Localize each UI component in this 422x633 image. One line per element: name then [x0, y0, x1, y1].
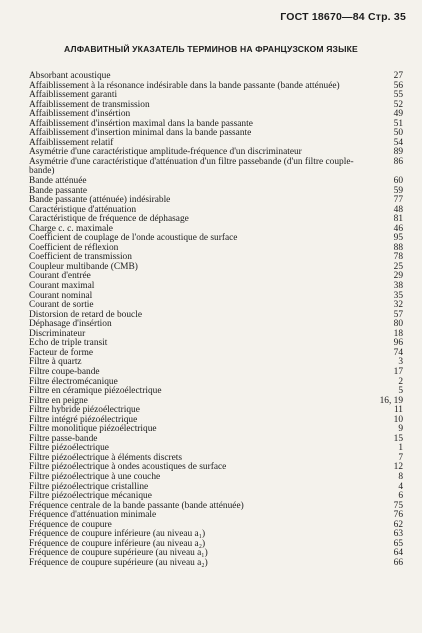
index-term: Caractéristique d'atténuation — [29, 204, 137, 215]
index-page-number: 27 — [393, 71, 403, 81]
index-term: Bande atténuée — [29, 176, 87, 187]
index-term: Fréquence d'atténuation minimale — [29, 510, 157, 521]
index-term: Filtre coupe-bande — [29, 366, 100, 377]
index-page-number: 46 — [393, 223, 403, 234]
index-term: Fréquence de coupure inférieure (au niveau a₂) — [29, 538, 206, 549]
index-term: Affaiblissement d'insertion minimal dans la bande passante — [29, 128, 252, 139]
index-page-number: 81 — [393, 214, 403, 225]
index-term: Affaiblissement garanti — [29, 90, 118, 101]
index-term: Bande passante — [29, 185, 88, 196]
term-index-list — [29, 72, 403, 568]
index-page-number: 18 — [393, 328, 403, 339]
index-term: Filtre hybride piézoélectrique — [29, 405, 140, 416]
index-term: Caractéristique de fréquence de déphasage — [29, 214, 189, 225]
index-term: Filtre passe-bande — [29, 433, 98, 444]
index-page-number: 32 — [393, 300, 403, 311]
index-term: Fréquence de coupure — [29, 519, 112, 530]
index-page-number: 78 — [393, 252, 403, 263]
index-page-number: 57 — [393, 309, 403, 320]
index-term: Filtre à quartz — [29, 357, 82, 368]
index-term: Filtre piézoélectrique à ondes acoustiques de surface — [29, 462, 227, 473]
document-title: АЛФАВИТНЫЙ УКАЗАТЕЛЬ ТЕРМИНОВ НА ФРАНЦУЗСКОМ ЯЗЫКЕ — [64, 44, 358, 54]
index-term: Courant de sortie — [29, 300, 94, 311]
index-term: Affaiblissement d'insértion maximal dans la bande passante — [29, 118, 253, 129]
index-page-number: 75 — [393, 500, 403, 511]
index-entry — [29, 559, 403, 569]
index-term: Distorsion de retard de boucle — [29, 309, 142, 320]
index-entry — [29, 349, 403, 359]
index-page-number: 63 — [393, 529, 403, 540]
index-page-number: 8 — [398, 471, 403, 482]
index-term: Coupleur multibande (CMB) — [29, 261, 138, 272]
index-page-number: 35 — [393, 290, 403, 301]
index-page-number: 3 — [398, 357, 403, 368]
index-page-number: 76 — [393, 510, 403, 521]
index-term: Filtre piézoélectrique à éléments discrets — [29, 452, 183, 463]
index-page-number: 5 — [398, 386, 403, 397]
index-term: Charge c. c. maximale — [29, 223, 113, 234]
index-page-number: 60 — [393, 176, 403, 187]
index-page-number: 89 — [393, 147, 403, 158]
index-page-number: 7 — [398, 452, 403, 463]
index-page-number: 95 — [393, 233, 403, 244]
index-page-number: 4 — [398, 481, 403, 492]
index-page-number: 11 — [393, 405, 403, 416]
index-term: Fréquence centrale de la bande passante (bande atténuée) — [29, 500, 244, 511]
index-page-number: 29 — [393, 271, 403, 282]
index-term: Absorbant acoustique — [29, 71, 111, 81]
index-term: Filtre piézoélectrique mécanique — [29, 491, 152, 502]
index-term: Coefficient de couplage de l'onde acoustique de surface — [29, 233, 238, 244]
index-term: Discriminateur — [29, 328, 86, 339]
index-page-number: 59 — [393, 185, 403, 196]
index-term: Facteur de forme — [29, 347, 94, 358]
index-term: Filtre piézoélectrique à une couche — [29, 471, 161, 482]
index-page-number: 50 — [393, 128, 403, 139]
index-page-number: 77 — [393, 195, 403, 206]
index-page-number: 74 — [393, 347, 403, 358]
index-page-number: 48 — [393, 204, 403, 215]
index-page-number: 10 — [393, 414, 403, 425]
index-term: Fréquence de coupure supérieure (au niveau a₁) — [29, 548, 208, 559]
index-term: Courant nominal — [29, 290, 93, 301]
index-page-number: 38 — [393, 281, 403, 292]
index-page-number: 52 — [393, 99, 403, 110]
index-term: Fréquence de coupure inférieure (au niveau a₁) — [29, 529, 206, 540]
index-page-number: 62 — [393, 519, 403, 530]
index-term: Courant d'entrée — [29, 271, 91, 282]
index-term: Fréquence de coupure supérieure (au niveau a₂) — [29, 557, 208, 568]
index-page-number: 80 — [393, 319, 403, 330]
index-page-number: 2 — [398, 376, 403, 387]
index-page-number: 54 — [393, 137, 403, 148]
index-term: Affaiblissement à la résonance indésirable dans la bande passante (bande atténuée) — [29, 80, 340, 91]
index-term: Courant maximal — [29, 281, 95, 292]
index-term: Filtre monolitique piézoélectrique — [29, 424, 157, 435]
index-page-number: 56 — [393, 80, 403, 91]
index-term: Coefficient de transmission — [29, 252, 132, 263]
index-page-number: 15 — [393, 433, 403, 444]
index-page-number: 16, 19 — [379, 395, 403, 406]
index-page-number: 9 — [398, 424, 403, 435]
index-page-number: 49 — [393, 109, 403, 120]
index-entry — [29, 158, 403, 177]
index-page-number: 6 — [398, 491, 403, 502]
index-page-number: 17 — [393, 366, 403, 377]
index-term: Coefficient de réflexion — [29, 242, 119, 253]
index-page-number: 66 — [393, 557, 403, 568]
index-page-number: 96 — [393, 338, 403, 349]
index-page-number: 86 — [393, 156, 403, 167]
index-term: Affaiblissement relatif — [29, 137, 114, 148]
index-page-number: 25 — [393, 261, 403, 272]
index-term: Affaiblissement d'insértion — [29, 109, 131, 120]
index-page-number: 64 — [393, 548, 403, 559]
index-page-number: 65 — [393, 538, 403, 549]
index-page-number: 55 — [393, 90, 403, 101]
page-header: ГОСТ 18670—84 Стр. 35 — [280, 11, 406, 23]
index-term: Filtre électromécanique — [29, 376, 118, 387]
index-term: Asymétrie d'une caractéristique d'atténuation d'un filtre passebande (d'un filtre couple-bande) — [29, 156, 354, 177]
index-term: Filtre piézoélectrique — [29, 443, 109, 454]
index-page-number: 51 — [393, 118, 403, 129]
index-page-number: 12 — [393, 462, 403, 473]
index-term: Déphasage d'insértion — [29, 319, 112, 330]
index-term: Echo de triple transit — [29, 338, 108, 349]
index-term: Filtre intégré piézoélectrique — [29, 414, 138, 425]
index-term: Bande passante (atténuée) indésirable — [29, 195, 171, 206]
index-term: Filtre en peigne — [29, 395, 88, 406]
index-term: Filtre en céramique piézoélectrique — [29, 386, 162, 397]
index-term: Affaiblissement de transmission — [29, 99, 150, 110]
index-page-number: 88 — [393, 242, 403, 253]
index-term: Filtre piézoélectrique cristalline — [29, 481, 149, 492]
index-term: Asymétrie d'une caractéristique amplitude-fréquence d'un discriminateur — [29, 147, 302, 158]
index-page-number: 1 — [398, 443, 403, 454]
index-entry — [29, 320, 403, 330]
